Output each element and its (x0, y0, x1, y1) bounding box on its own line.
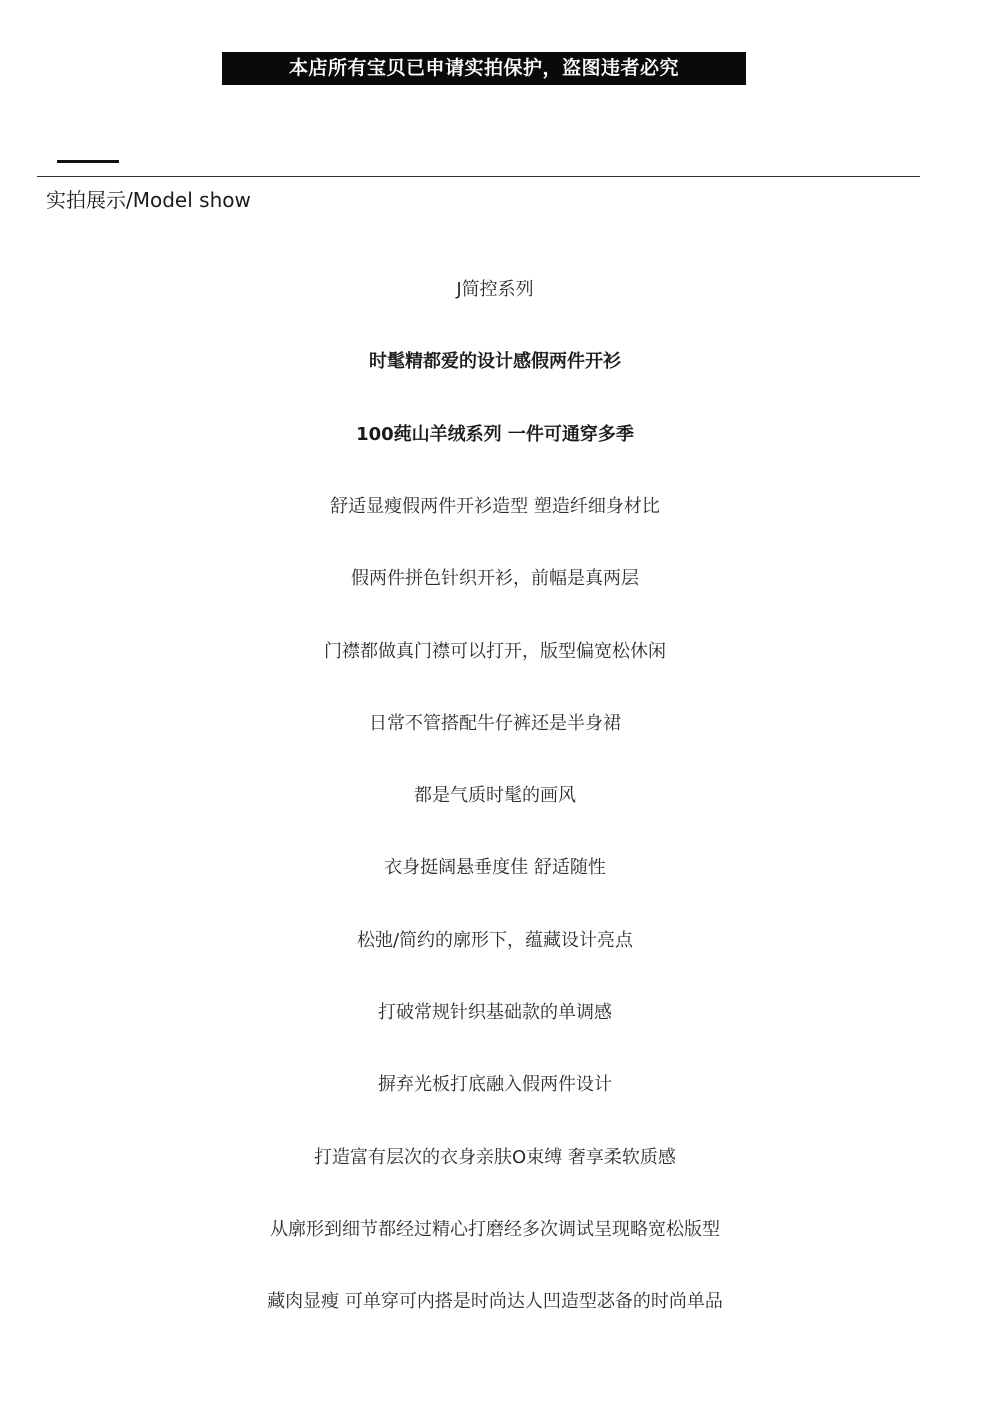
description-line: 衣身挺阔悬垂度佳 舒适随性 (384, 857, 606, 878)
copyright-notice-banner: 本店所有宝贝已申请实拍保护，盗图违者必究 (222, 52, 746, 85)
description-line: 日常不管搭配牛仔裤还是半身裙 (369, 713, 621, 734)
description-line: 打造富有层次的衣身亲肤O束缚 奢享柔软质感 (314, 1147, 676, 1168)
description-line: 摒弃光板打底融入假两件设计 (378, 1074, 612, 1095)
series-name-line: J简控系列 (456, 279, 534, 300)
description-line: 打破常规针织基础款的单调感 (378, 1002, 612, 1023)
description-line: 都是气质时髦的画风 (414, 785, 576, 806)
headline-line: 时髦精都爱的设计感假两件开衫 (369, 351, 621, 372)
description-line: 舒适显瘦假两件开衫造型 塑造纤细身材比 (330, 496, 660, 517)
section-title: 实拍展示/Model show (46, 188, 251, 212)
description-line: 门襟都做真门襟可以打开，版型偏宽松休闲 (324, 641, 666, 662)
description-line: 藏肉显瘦 可单穿可内搭是时尚达人凹造型苾备的时尚单品 (267, 1291, 723, 1312)
subheadline-line: 100莼山羊绒系列 一件可通穿多季 (356, 424, 634, 445)
description-line: 假两件拼色针织开衫，前幅是真两层 (351, 568, 639, 589)
description-line: 松弛/简约的廓形下，蕴藏设计亮点 (356, 930, 634, 951)
description-line: 从廓形到细节都经过精心打磨经多次调试呈现略宽松版型 (270, 1219, 720, 1240)
